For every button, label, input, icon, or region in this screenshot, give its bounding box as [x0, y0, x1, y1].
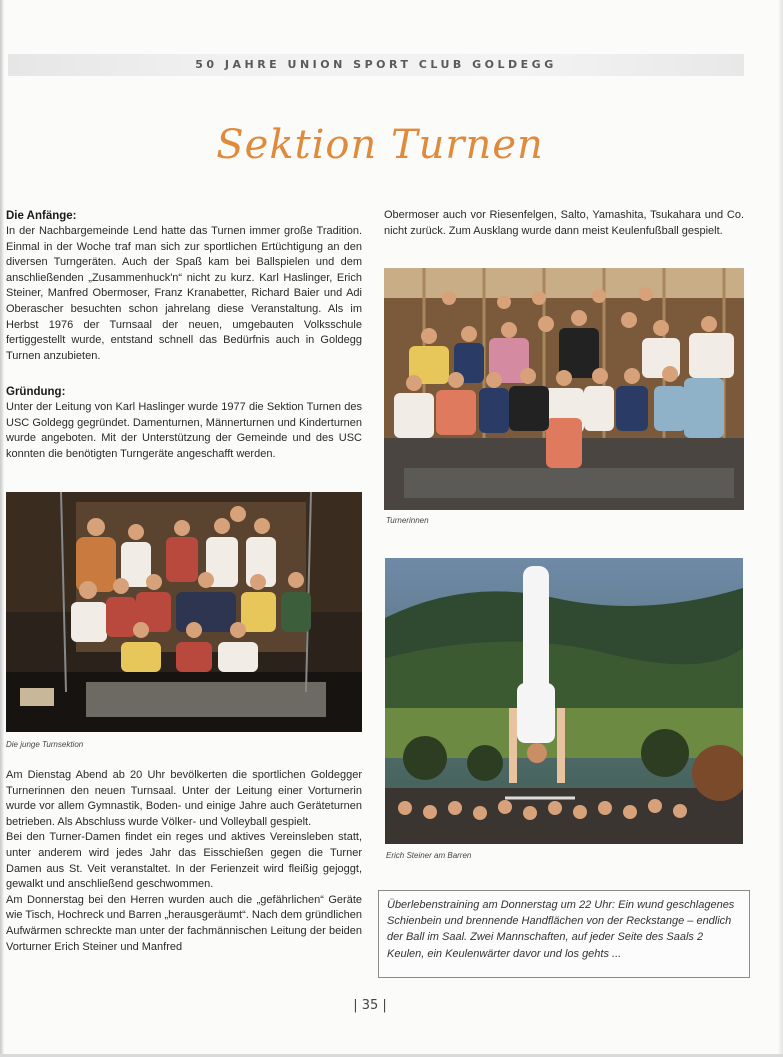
paragraph-dienstag: Am Dienstag Abend ab 20 Uhr bevölkerten die sportlichen Goldegger Turnerinnen den neuen Turnsaal. Unter der Leitung einer Vorturnerin wurde vor allem Gymnastik, Boden- und einige Jahre auch Geräteturnen betrieben. Als Abschluss wurde Völker- und Volleyball gespielt.	[6, 769, 362, 828]
section-gruendung	[6, 384, 362, 462]
caption-barren: Erich Steiner am Barren	[386, 851, 472, 860]
header-bar	[8, 54, 744, 76]
photo-barren	[385, 558, 743, 844]
page-title: Sektion Turnen	[216, 122, 544, 168]
info-box-text: Überlebenstraining am Donnerstag um 22 Uhr: Ein wund geschlagenes Schienbein und brennende Handflächen von der Reckstange – endlich der Ball im Saal. Zwei Mannschaften, auf jeder Seite des Saals 2 Keulen, ein Keulenwärter davor und los gehts ...	[387, 899, 735, 960]
paragraph-donnerstag: Am Donnerstag bei den Herren wurden auch die „gefährlichen“ Geräte wie Tisch, Hochreck und Barren „herausgeräumt“. Nach dem gründlichen Aufwärmen schreckte man unter der fachmännischen Leitung der beiden Vorturner Erich Steiner und Manfred	[6, 893, 362, 953]
parallel-bars-photo-image	[385, 558, 743, 844]
caption-junge-turnsektion: Die junge Turnsektion	[6, 740, 84, 749]
group-photo-image	[6, 492, 362, 732]
women-group-photo-image	[384, 268, 744, 510]
section-training	[6, 768, 362, 955]
heading-gruendung: Gründung:	[6, 386, 66, 398]
section-continuation	[384, 208, 744, 239]
paragraph-obermoser: Obermoser auch vor Riesenfelgen, Salto, Yamashita, Tsukahara und Co. nicht zurück. Zum Ausklang wurde dann meist Keulenfußball gespielt.	[384, 209, 744, 237]
photo-junge-turnsektion	[6, 492, 362, 732]
caption-turnerinnen: Turnerinnen	[386, 516, 429, 525]
paragraph-gruendung: Unter der Leitung von Karl Haslinger wurde 1977 die Sektion Turnen des USC Goldegg gegründet. Damenturnen, Männerturnen und Kinderturnen wurde angeboten. Mit der Unterstützung der Gemeinde und des USC konnten die benötigten Turngeräte angeschafft werden.	[6, 401, 362, 460]
page-number: | 35 |	[353, 998, 387, 1013]
header-title: 50 JAHRE UNION SPORT CLUB GOLDEGG	[195, 58, 557, 71]
heading-anfaenge: Die Anfänge:	[6, 210, 77, 222]
photo-turnerinnen	[384, 268, 744, 510]
page-edge-shadow	[777, 0, 783, 1057]
section-anfaenge	[6, 208, 362, 364]
info-box-ueberlebenstraining	[378, 890, 750, 978]
paragraph-anfaenge: In der Nachbargemeinde Lend hatte das Turnen immer große Tradition. Einmal in der Woche traf man sich zur sportlichen Ertüchtigung an den diversen Turngeräten. Auch der Spaß kam bei Ballspielen und dem anschließenden „Zusammenhuck'n“ nicht zu kurz. Karl Haslinger, Erich Steiner, Manfred Obermoser, Franz Kranabetter, Richard Baier und Adi Oberascher besuchten schon jahrelang diese Veranstaltung. Als im Herbst 1976 der Turnsaal der neuen, umgebauten Volksschule fertiggestellt wurde, entstand schnell das Bedürfnis auch in Goldegg Turnen anzubieten.	[6, 225, 362, 362]
paragraph-damen: Bei den Turner-Damen findet ein reges und aktives Vereinsleben statt, unter anderem wird jedes Jahr das Eisschießen gegen die Turner Damen aus St. Veit veranstaltet. In der Ferienzeit wird fleißig gejoggt, gewalkt und anschließend geschwommen.	[6, 831, 362, 891]
